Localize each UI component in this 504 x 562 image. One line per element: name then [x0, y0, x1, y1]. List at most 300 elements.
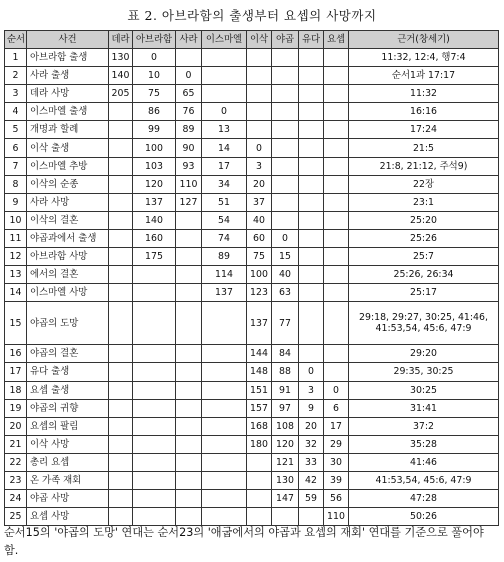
age-cell: 160 [133, 229, 176, 247]
reference-cell: 35:28 [349, 435, 499, 453]
age-cell [109, 399, 133, 417]
age-cell: 30 [324, 453, 349, 471]
table-row [5, 453, 499, 471]
age-cell [202, 399, 247, 417]
table-row [5, 121, 499, 139]
column-header: 아브라함 [133, 31, 176, 49]
age-cell [324, 211, 349, 229]
age-cell: 33 [299, 453, 324, 471]
age-cell: 0 [299, 363, 324, 381]
table-row [5, 345, 499, 363]
age-cell [133, 266, 176, 284]
age-cell: 137 [133, 193, 176, 211]
column-header: 요셉 [324, 31, 349, 49]
event-cell: 이삭 출생 [27, 139, 109, 157]
order-cell: 7 [5, 157, 27, 175]
age-cell: 39 [324, 471, 349, 489]
age-cell: 103 [133, 157, 176, 175]
table-row [5, 193, 499, 211]
order-cell: 5 [5, 121, 27, 139]
event-cell: 이삭의 결혼 [27, 211, 109, 229]
order-cell: 4 [5, 103, 27, 121]
age-cell: 29 [324, 435, 349, 453]
event-cell: 이삭의 순종 [27, 175, 109, 193]
age-cell: 75 [133, 85, 176, 103]
order-cell: 8 [5, 175, 27, 193]
table-row [5, 417, 499, 435]
age-cell [299, 85, 324, 103]
reference-cell: 21:8, 21:12, 주석9) [349, 157, 499, 175]
table-row [5, 266, 499, 284]
age-cell [133, 345, 176, 363]
age-cell [202, 471, 247, 489]
age-cell [324, 266, 349, 284]
event-cell: 에서의 결혼 [27, 266, 109, 284]
age-cell [133, 453, 176, 471]
reference-cell: 47:28 [349, 490, 499, 508]
table-header-row [5, 31, 499, 49]
age-cell: 120 [272, 435, 299, 453]
age-cell: 56 [324, 490, 349, 508]
age-cell [109, 302, 133, 345]
age-cell [324, 49, 349, 67]
event-cell: 이삭 사망 [27, 435, 109, 453]
order-cell: 14 [5, 284, 27, 302]
age-cell [247, 490, 272, 508]
age-cell: 74 [202, 229, 247, 247]
footnote: 순서15의 '야곱의 도망' 연대는 순서23의 '애굽에서의 야곱과 요셉의 재회' 연대를 기준으로 풀어야 함. [4, 526, 484, 557]
age-cell [109, 229, 133, 247]
table-row [5, 381, 499, 399]
order-cell: 16 [5, 345, 27, 363]
age-cell: 0 [133, 49, 176, 67]
column-header: 데라 [109, 31, 133, 49]
reference-cell: 41:53,54, 45:6, 47:9 [349, 471, 499, 489]
age-cell: 130 [109, 49, 133, 67]
table-row [5, 490, 499, 508]
age-cell [324, 85, 349, 103]
age-cell [176, 363, 202, 381]
age-cell: 59 [299, 490, 324, 508]
age-cell [202, 49, 247, 67]
event-cell: 사라 사망 [27, 193, 109, 211]
age-cell: 99 [133, 121, 176, 139]
table-row [5, 229, 499, 247]
age-cell [109, 157, 133, 175]
age-cell [109, 471, 133, 489]
age-cell [299, 211, 324, 229]
age-cell [109, 381, 133, 399]
order-cell: 19 [5, 399, 27, 417]
order-cell: 20 [5, 417, 27, 435]
table-row [5, 139, 499, 157]
event-cell: 야곱과에서 출생 [27, 229, 109, 247]
age-cell: 20 [299, 417, 324, 435]
age-cell: 42 [299, 471, 324, 489]
age-cell [247, 121, 272, 139]
age-cell [324, 302, 349, 345]
order-cell: 24 [5, 490, 27, 508]
event-cell: 유다 출생 [27, 363, 109, 381]
reference-cell: 25:26, 26:34 [349, 266, 499, 284]
age-cell [133, 363, 176, 381]
age-cell [202, 67, 247, 85]
age-cell [247, 85, 272, 103]
order-cell: 9 [5, 193, 27, 211]
age-cell [176, 417, 202, 435]
table-row [5, 399, 499, 417]
age-cell [109, 248, 133, 266]
age-cell: 180 [247, 435, 272, 453]
age-cell: 89 [202, 248, 247, 266]
age-cell: 77 [272, 302, 299, 345]
reference-cell: 29:35, 30:25 [349, 363, 499, 381]
age-cell: 137 [247, 302, 272, 345]
age-cell [272, 139, 299, 157]
reference-cell: 50:26 [349, 508, 499, 526]
age-cell [299, 345, 324, 363]
event-cell: 야곱의 도망 [27, 302, 109, 345]
age-cell: 15 [272, 248, 299, 266]
age-cell [176, 248, 202, 266]
reference-cell: 25:17 [349, 284, 499, 302]
age-cell [247, 67, 272, 85]
age-cell [202, 381, 247, 399]
age-cell [272, 49, 299, 67]
age-cell: 100 [133, 139, 176, 157]
age-cell [109, 193, 133, 211]
reference-cell: 11:32 [349, 85, 499, 103]
order-cell: 22 [5, 453, 27, 471]
age-cell [299, 248, 324, 266]
table-row [5, 284, 499, 302]
reference-cell: 17:24 [349, 121, 499, 139]
reference-cell: 22장 [349, 175, 499, 193]
event-cell: 아브라함 사망 [27, 248, 109, 266]
age-cell [202, 302, 247, 345]
order-cell: 11 [5, 229, 27, 247]
age-cell [272, 211, 299, 229]
age-cell [324, 345, 349, 363]
age-cell: 54 [202, 211, 247, 229]
reference-cell: 11:32, 12:4, 행7:4 [349, 49, 499, 67]
event-cell: 개명과 할례 [27, 121, 109, 139]
age-cell [247, 453, 272, 471]
age-cell [109, 363, 133, 381]
age-cell: 14 [202, 139, 247, 157]
age-cell: 20 [247, 175, 272, 193]
age-cell: 9 [299, 399, 324, 417]
event-cell: 요셉 사망 [27, 508, 109, 526]
reference-cell: 16:16 [349, 103, 499, 121]
age-cell: 60 [247, 229, 272, 247]
age-cell [133, 381, 176, 399]
event-cell: 아브라함 출생 [27, 49, 109, 67]
age-cell: 114 [202, 266, 247, 284]
order-cell: 6 [5, 139, 27, 157]
table-title: 표 2. 아브라함의 출생부터 요셉의 사망까지 [127, 8, 377, 23]
age-cell [176, 490, 202, 508]
age-cell: 32 [299, 435, 324, 453]
age-cell: 0 [176, 67, 202, 85]
column-header: 순서 [5, 31, 27, 49]
age-cell [272, 85, 299, 103]
age-cell: 121 [272, 453, 299, 471]
order-cell: 25 [5, 508, 27, 526]
age-cell: 13 [202, 121, 247, 139]
order-cell: 23 [5, 471, 27, 489]
table-row [5, 363, 499, 381]
event-cell: 요셉의 팔림 [27, 417, 109, 435]
event-cell: 이스마엘 출생 [27, 103, 109, 121]
reference-cell: 25:26 [349, 229, 499, 247]
age-cell: 40 [272, 266, 299, 284]
age-cell: 88 [272, 363, 299, 381]
order-cell: 12 [5, 248, 27, 266]
age-cell: 157 [247, 399, 272, 417]
age-cell [272, 175, 299, 193]
age-cell: 63 [272, 284, 299, 302]
age-cell: 76 [176, 103, 202, 121]
age-cell: 51 [202, 193, 247, 211]
reference-cell: 순서1과 17:17 [349, 67, 499, 85]
reference-cell: 30:25 [349, 381, 499, 399]
order-cell: 2 [5, 67, 27, 85]
order-cell: 21 [5, 435, 27, 453]
age-cell [324, 121, 349, 139]
column-header: 사라 [176, 31, 202, 49]
age-cell [324, 284, 349, 302]
age-cell: 175 [133, 248, 176, 266]
age-cell [202, 453, 247, 471]
age-cell: 108 [272, 417, 299, 435]
age-cell [176, 381, 202, 399]
age-cell [202, 85, 247, 103]
age-cell: 148 [247, 363, 272, 381]
age-cell [299, 49, 324, 67]
table-row [5, 435, 499, 453]
table-row [5, 248, 499, 266]
age-cell [324, 103, 349, 121]
table-body [5, 49, 499, 526]
age-cell: 65 [176, 85, 202, 103]
age-cell [109, 121, 133, 139]
order-cell: 3 [5, 85, 27, 103]
age-cell [109, 417, 133, 435]
age-cell [109, 345, 133, 363]
age-cell: 90 [176, 139, 202, 157]
age-cell: 123 [247, 284, 272, 302]
age-cell: 0 [247, 139, 272, 157]
age-cell: 17 [324, 417, 349, 435]
age-cell [176, 471, 202, 489]
order-cell: 13 [5, 266, 27, 284]
age-cell [299, 266, 324, 284]
age-cell [109, 103, 133, 121]
age-cell: 0 [272, 229, 299, 247]
age-cell: 110 [176, 175, 202, 193]
event-cell: 총리 요셉 [27, 453, 109, 471]
age-cell: 97 [272, 399, 299, 417]
age-cell: 120 [133, 175, 176, 193]
event-cell: 야곱 사망 [27, 490, 109, 508]
table-row [5, 103, 499, 121]
age-cell: 6 [324, 399, 349, 417]
age-cell [176, 229, 202, 247]
age-cell [272, 157, 299, 175]
event-cell: 온 가족 재회 [27, 471, 109, 489]
age-cell [176, 266, 202, 284]
event-cell: 데라 사망 [27, 85, 109, 103]
age-cell [109, 211, 133, 229]
age-cell [299, 139, 324, 157]
age-cell [299, 302, 324, 345]
table-row [5, 175, 499, 193]
reference-cell: 29:18, 29:27, 30:25, 41:46, 41:53,54, 45:6, 47:9 [349, 302, 499, 345]
age-cell: 168 [247, 417, 272, 435]
age-cell [272, 67, 299, 85]
age-cell: 86 [133, 103, 176, 121]
column-header: 근거(창세기) [349, 31, 499, 49]
order-cell: 15 [5, 302, 27, 345]
age-cell: 205 [109, 85, 133, 103]
age-cell [109, 453, 133, 471]
reference-cell: 25:20 [349, 211, 499, 229]
table-row [5, 471, 499, 489]
age-cell: 137 [202, 284, 247, 302]
reference-cell: 29:20 [349, 345, 499, 363]
event-cell: 이스마엘 사망 [27, 284, 109, 302]
age-cell: 110 [324, 508, 349, 526]
age-cell [202, 490, 247, 508]
age-cell [272, 193, 299, 211]
column-header: 유다 [299, 31, 324, 49]
age-cell: 37 [247, 193, 272, 211]
timeline-table [4, 30, 499, 526]
age-cell [299, 193, 324, 211]
reference-cell: 31:41 [349, 399, 499, 417]
age-cell [299, 67, 324, 85]
reference-cell: 23:1 [349, 193, 499, 211]
event-cell: 야곱의 귀향 [27, 399, 109, 417]
age-cell [176, 435, 202, 453]
age-cell [299, 229, 324, 247]
column-header: 이스마엘 [202, 31, 247, 49]
age-cell [202, 417, 247, 435]
table-row [5, 67, 499, 85]
age-cell [324, 193, 349, 211]
age-cell [324, 157, 349, 175]
age-cell: 147 [272, 490, 299, 508]
age-cell: 34 [202, 175, 247, 193]
age-cell [176, 284, 202, 302]
reference-cell: 37:2 [349, 417, 499, 435]
age-cell [133, 417, 176, 435]
age-cell: 89 [176, 121, 202, 139]
age-cell [176, 399, 202, 417]
age-cell [109, 490, 133, 508]
order-cell: 17 [5, 363, 27, 381]
age-cell [324, 175, 349, 193]
age-cell [109, 266, 133, 284]
age-cell: 10 [133, 67, 176, 85]
age-cell [324, 67, 349, 85]
age-cell: 144 [247, 345, 272, 363]
age-cell: 84 [272, 345, 299, 363]
column-header: 사건 [27, 31, 109, 49]
age-cell: 130 [272, 471, 299, 489]
reference-cell: 21:5 [349, 139, 499, 157]
age-cell [202, 363, 247, 381]
age-cell [299, 121, 324, 139]
age-cell [324, 229, 349, 247]
column-header: 이삭 [247, 31, 272, 49]
age-cell [272, 121, 299, 139]
age-cell [299, 157, 324, 175]
age-cell [272, 103, 299, 121]
event-cell: 이스마엘 추방 [27, 157, 109, 175]
column-header: 야곱 [272, 31, 299, 49]
age-cell: 91 [272, 381, 299, 399]
age-cell: 151 [247, 381, 272, 399]
age-cell [324, 363, 349, 381]
order-cell: 1 [5, 49, 27, 67]
age-cell: 3 [247, 157, 272, 175]
reference-cell: 41:46 [349, 453, 499, 471]
age-cell [109, 284, 133, 302]
age-cell [324, 139, 349, 157]
event-cell: 요셉 출생 [27, 381, 109, 399]
age-cell: 127 [176, 193, 202, 211]
age-cell [299, 103, 324, 121]
age-cell [133, 471, 176, 489]
age-cell [299, 175, 324, 193]
event-cell: 사라 출생 [27, 67, 109, 85]
reference-cell: 25:7 [349, 248, 499, 266]
age-cell [247, 471, 272, 489]
age-cell [176, 345, 202, 363]
age-cell: 40 [247, 211, 272, 229]
age-cell: 3 [299, 381, 324, 399]
age-cell [109, 139, 133, 157]
table-row [5, 302, 499, 345]
age-cell [176, 453, 202, 471]
age-cell [109, 175, 133, 193]
age-cell: 75 [247, 248, 272, 266]
event-cell: 야곱의 결혼 [27, 345, 109, 363]
age-cell [299, 284, 324, 302]
age-cell [133, 490, 176, 508]
age-cell [202, 435, 247, 453]
table-row [5, 211, 499, 229]
age-cell: 0 [202, 103, 247, 121]
age-cell [133, 302, 176, 345]
age-cell [133, 284, 176, 302]
order-cell: 10 [5, 211, 27, 229]
age-cell: 100 [247, 266, 272, 284]
age-cell [176, 49, 202, 67]
table-row [5, 49, 499, 67]
age-cell: 140 [109, 67, 133, 85]
age-cell [133, 435, 176, 453]
age-cell [109, 435, 133, 453]
age-cell: 93 [176, 157, 202, 175]
age-cell: 17 [202, 157, 247, 175]
age-cell: 0 [324, 381, 349, 399]
order-cell: 18 [5, 381, 27, 399]
age-cell: 140 [133, 211, 176, 229]
age-cell [176, 211, 202, 229]
